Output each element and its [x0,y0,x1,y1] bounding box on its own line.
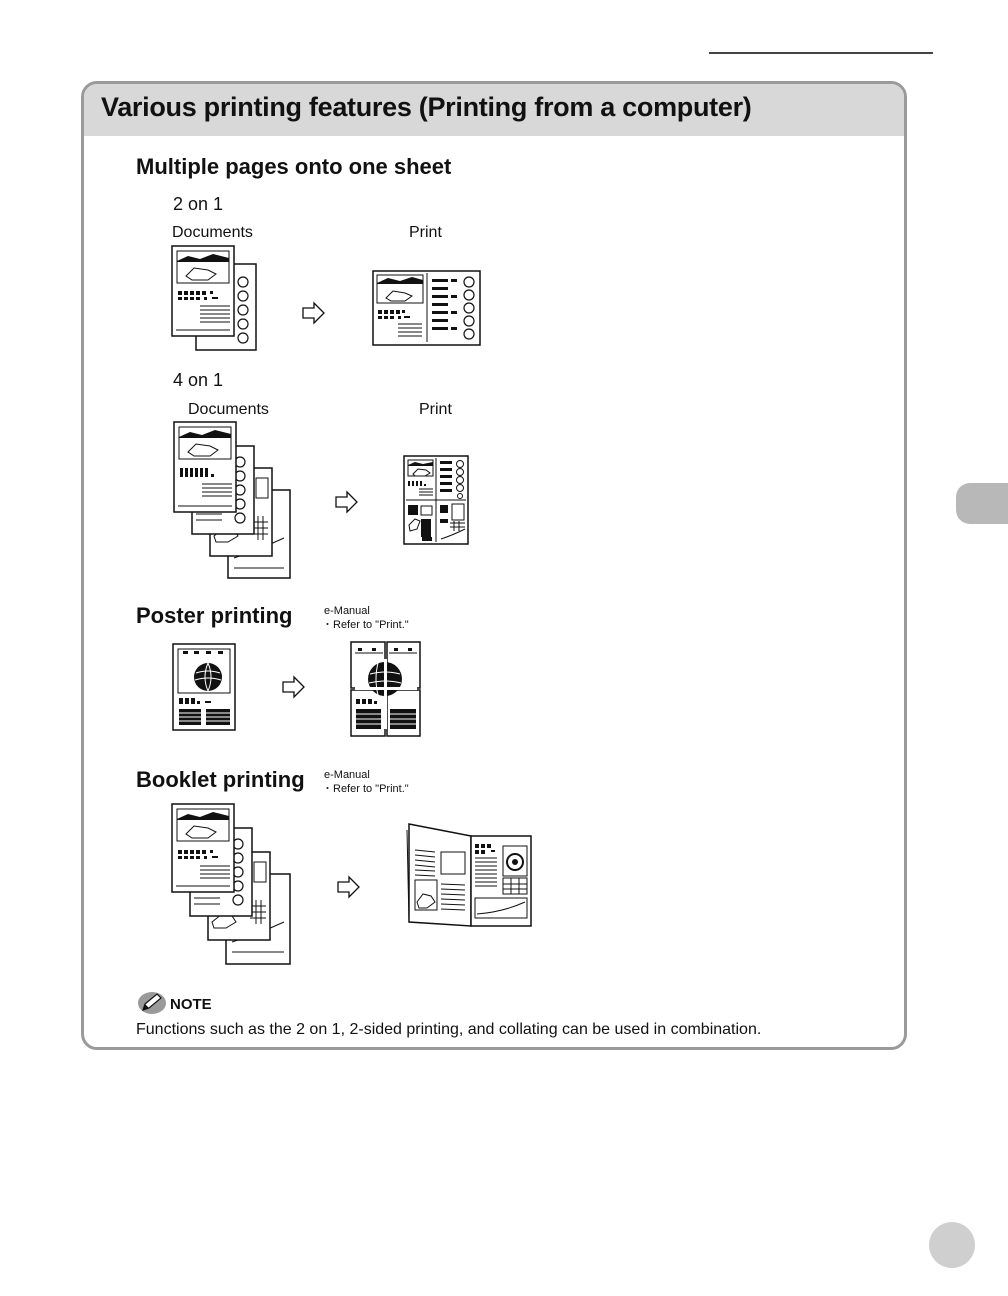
top-rule [709,52,933,54]
arrow-right-icon [302,302,326,324]
pencil-note-icon [137,990,167,1016]
poster-printing-heading: Poster printing [136,603,293,628]
page-number-circle [929,1222,975,1268]
arrow-right-icon [282,676,306,698]
globe-icon [194,663,222,691]
two-on-one-documents-label: Documents [172,224,253,241]
multiple-pages-heading: Multiple pages onto one sheet [136,154,452,179]
poster-emanual-label: e-Manual [324,605,370,617]
page-title: Various printing features (Printing from a computer) [101,92,752,122]
poster-emanual-reference: ・Refer to "Print." [322,619,409,631]
two-on-one-label: 2 on 1 [173,194,224,214]
booklet-print-illustration [405,822,535,930]
note-label: NOTE [170,996,212,1013]
four-on-one-documents-illustration [168,418,298,584]
poster-print-illustration [350,641,422,739]
panel-header [84,84,904,136]
booklet-emanual-reference: ・Refer to "Print." [322,783,409,795]
arrow-right-icon [337,876,361,898]
booklet-documents-illustration [168,802,298,968]
two-on-one-print-illustration [372,270,482,346]
four-on-one-documents-label: Documents [188,401,269,418]
booklet-emanual-label: e-Manual [324,769,370,781]
four-on-one-print-illustration [403,455,471,547]
arrow-right-icon [335,491,359,513]
two-on-one-print-label: Print [409,224,442,241]
booklet-printing-heading: Booklet printing [136,767,305,792]
four-on-one-label: 4 on 1 [173,370,224,390]
poster-document-illustration [172,643,238,733]
note-text: Functions such as the 2 on 1, 2-sided printing, and collating can be used in combination. [136,1021,762,1038]
four-on-one-print-label: Print [419,401,452,418]
two-on-one-documents-illustration [168,244,268,354]
chapter-tab [956,483,1008,524]
